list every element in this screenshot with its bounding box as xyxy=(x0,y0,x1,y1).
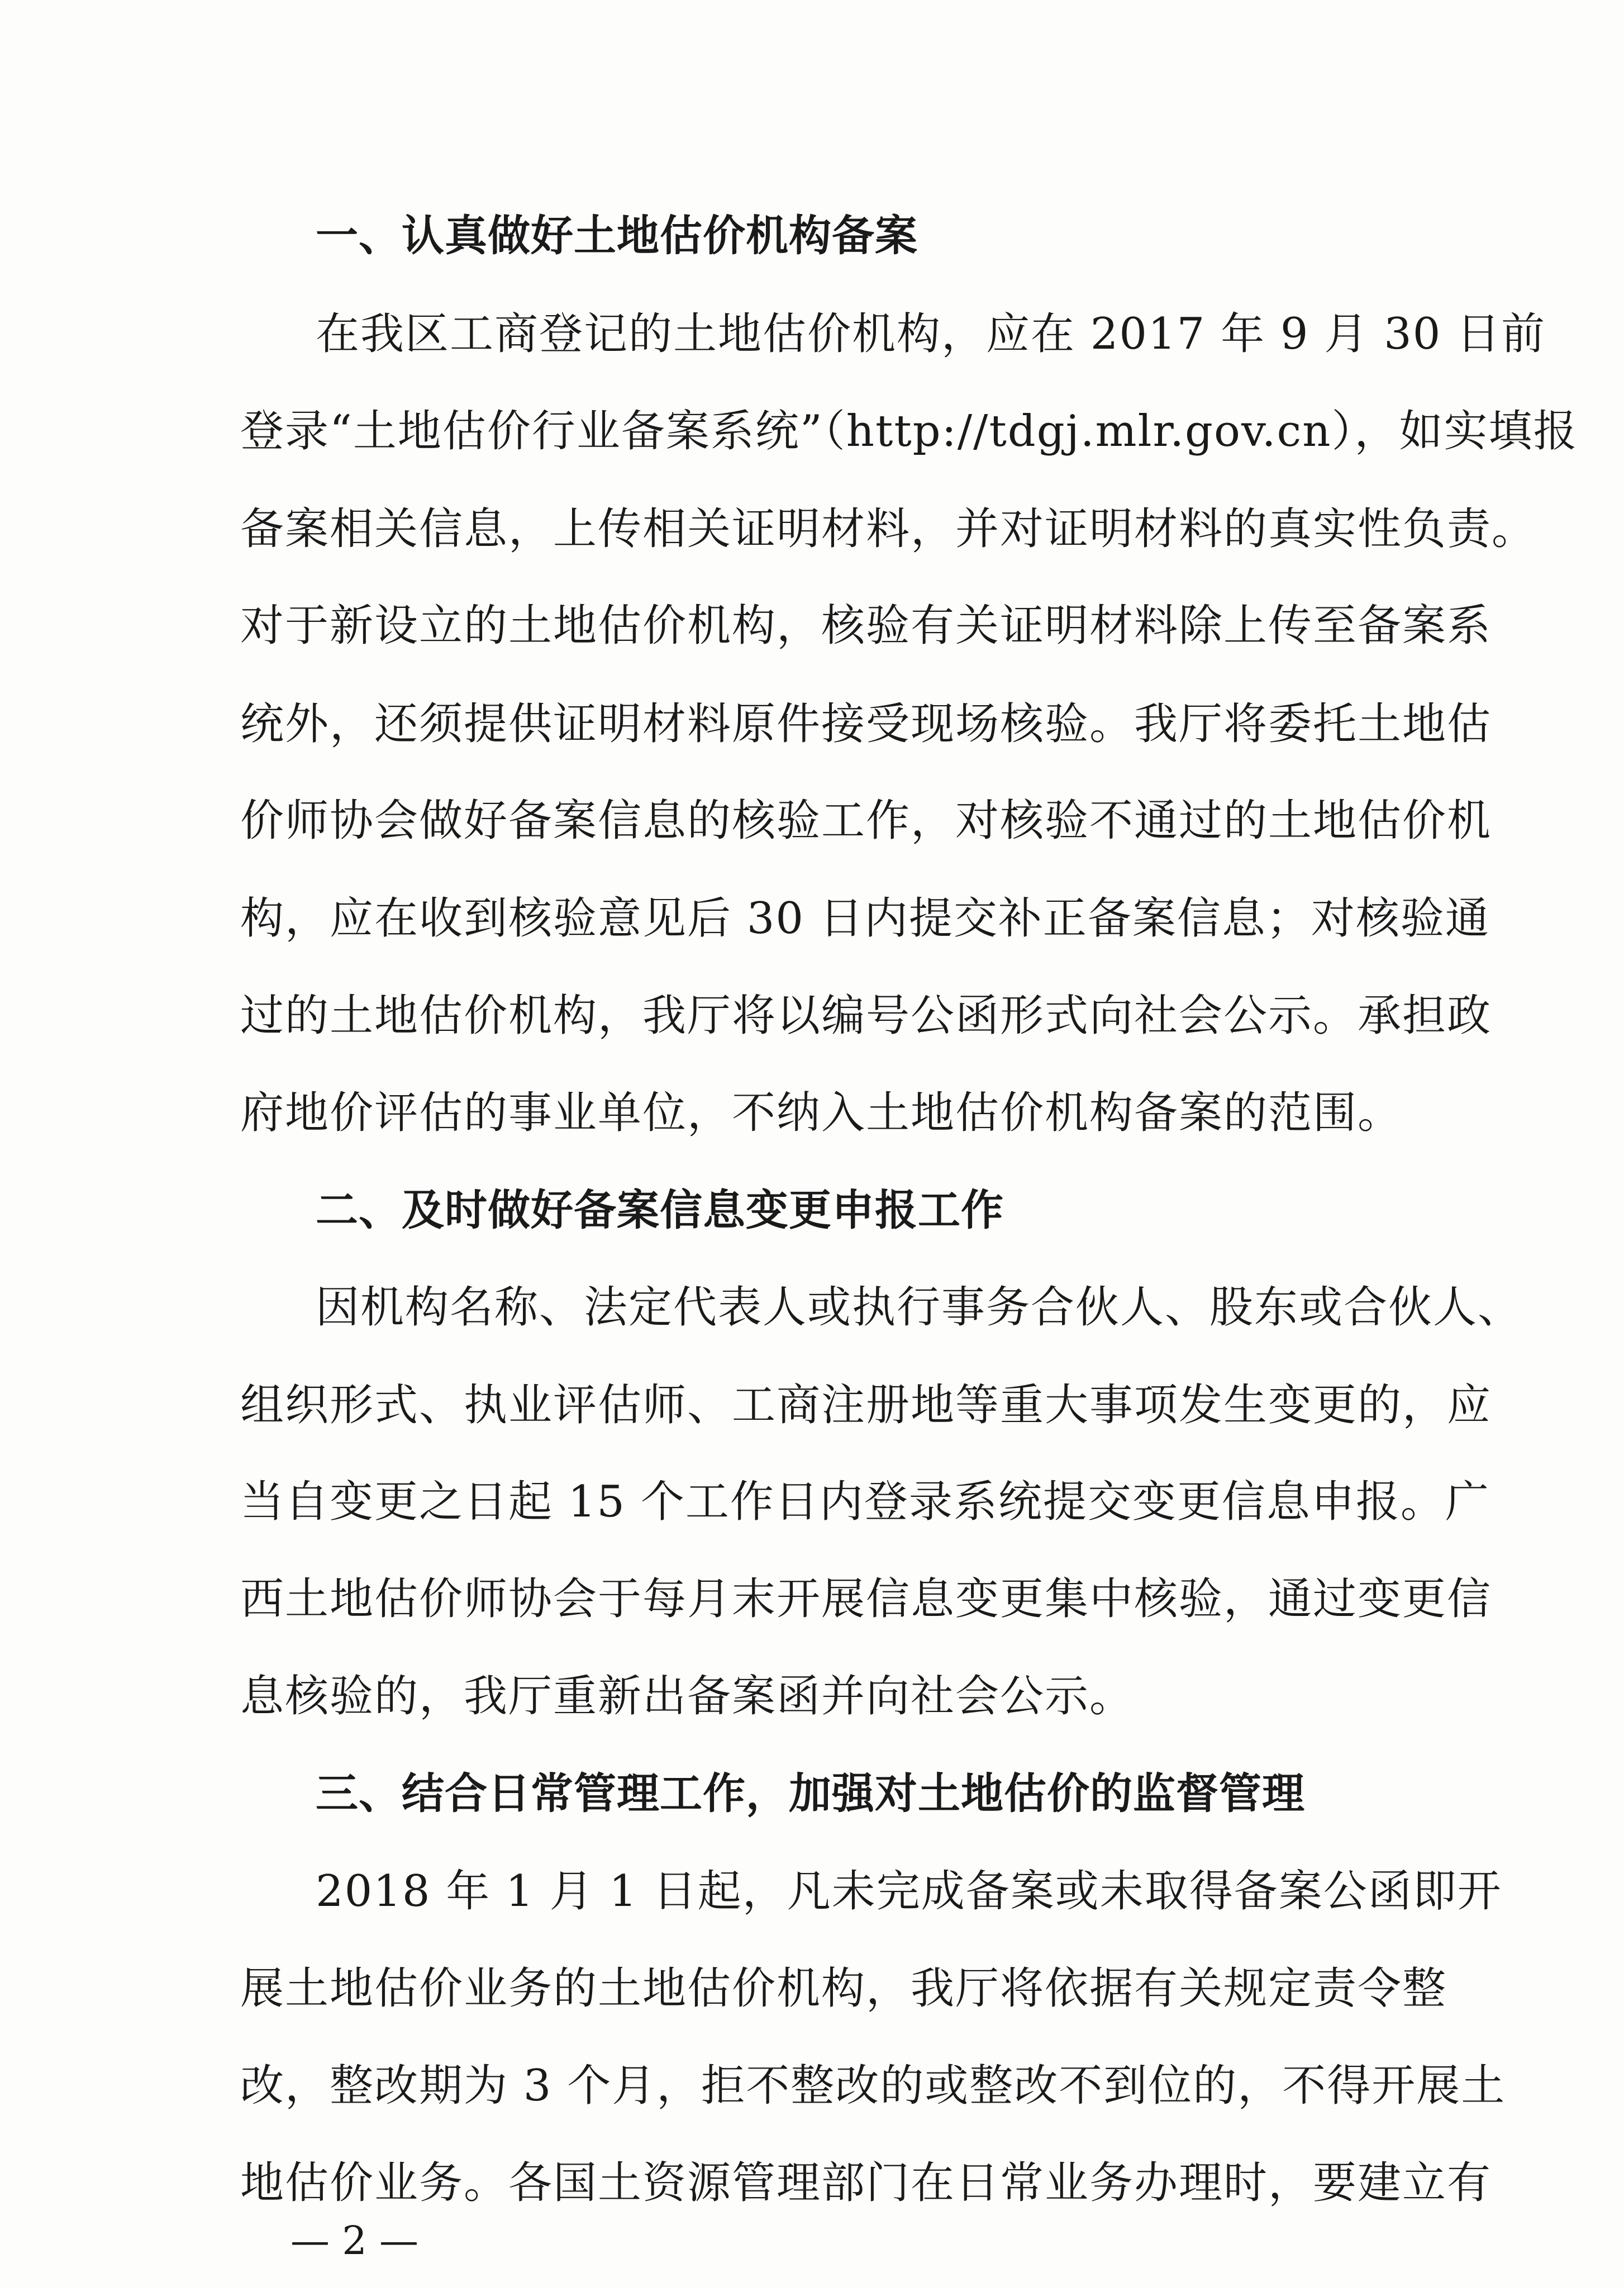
paragraph-line: 地估价业务。各国土资源管理部门在日常业务办理时，要建立有 xyxy=(240,2158,1492,2208)
section-heading-2: 二、及时做好备案信息变更申报工作 xyxy=(316,1185,1004,1235)
paragraph-line: 价师协会做好备案信息的核验工作，对核验不通过的土地估价机 xyxy=(240,796,1492,846)
paragraph-line: 展土地估价业务的土地估价机构，我厅将依据有关规定责令整 xyxy=(240,1963,1447,2014)
section-heading-1: 一、认真做好土地估价机构备案 xyxy=(316,211,918,260)
section-heading-3: 三、结合日常管理工作，加强对土地估价的监督管理 xyxy=(316,1768,1305,1818)
paragraph-line: 府地价评估的事业单位，不纳入土地估价机构备案的范围。 xyxy=(240,1088,1403,1138)
paragraph-line: 构，应在收到核验意见后 30 日内提交补正备案信息；对核验通 xyxy=(240,893,1490,944)
paragraph-line: 对于新设立的土地估价机构，核验有关证明材料除上传至备案系 xyxy=(240,601,1492,651)
paragraph-line: 过的土地估价机构，我厅将以编号公函形式向社会公示。承担政 xyxy=(240,991,1492,1041)
paragraph-line: 组织形式、执业评估师、工商注册地等重大事项发生变更的，应 xyxy=(240,1380,1492,1430)
paragraph-line: 2018 年 1 月 1 日起，凡未完成备案或未取得备案公函即开 xyxy=(316,1866,1502,1917)
paragraph-line: 息核验的，我厅重新出备案函并向社会公示。 xyxy=(240,1671,1135,1722)
paragraph-line: 统外，还须提供证明材料原件接受现场核验。我厅将委托土地估 xyxy=(240,699,1492,749)
paragraph-line: 备案相关信息，上传相关证明材料，并对证明材料的真实性负责。 xyxy=(240,504,1537,554)
paragraph-line: 改，整改期为 3 个月，拒不整改的或整改不到位的，不得开展土 xyxy=(240,2061,1506,2111)
paragraph-line: 在我区工商登记的土地估价机构，应在 2017 年 9 月 30 日前 xyxy=(316,309,1546,359)
paragraph-line: 西土地估价师协会于每月末开展信息变更集中核验，通过变更信 xyxy=(240,1574,1492,1624)
page-number: — 2 — xyxy=(290,2218,419,2264)
paragraph-line: 当自变更之日起 15 个工作日内登录系统提交变更信息申报。广 xyxy=(240,1477,1490,1527)
paragraph-line: 因机构名称、法定代表人或执行事务合伙人、股东或合伙人、 xyxy=(316,1282,1523,1333)
paragraph-line: 登录“土地估价行业备案系统”（http://tdgj.mlr.gov.cn），如实填报 xyxy=(240,406,1578,457)
